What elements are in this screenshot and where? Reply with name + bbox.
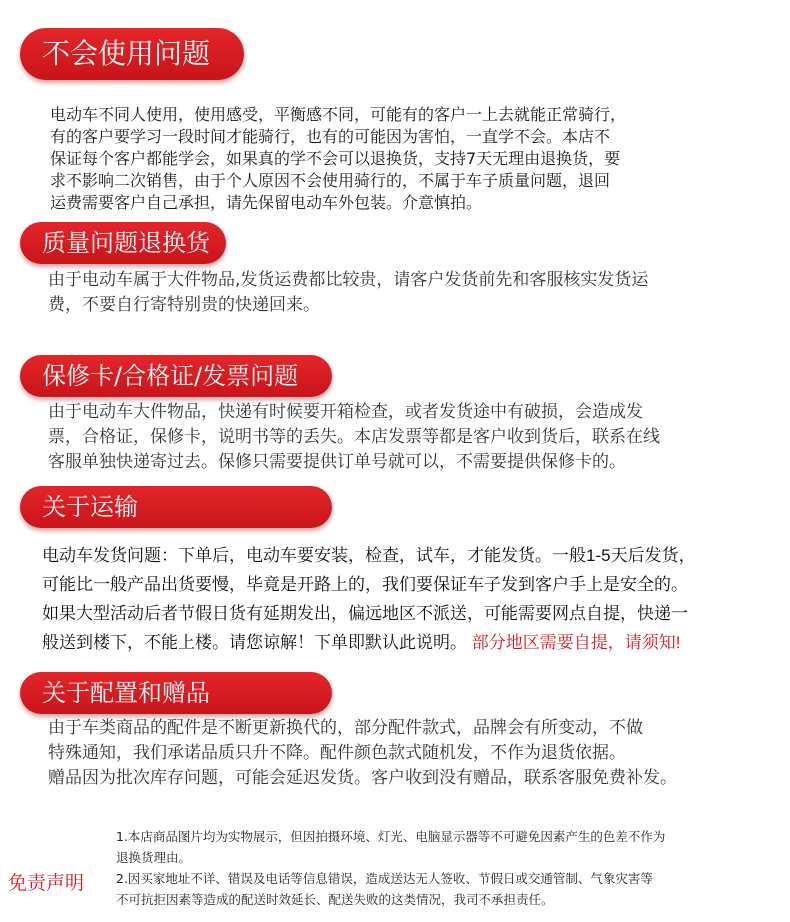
config-line: 由于车类商品的配件是不断更新换代的，部分配件款式，品牌会有所变动，不做 [48, 718, 643, 738]
section-title-usage: 不会使用问题 [20, 28, 244, 80]
usage-line: 电动车不同人使用，使用感受，平衡感不同，可能有的客户一上去就能正常骑行， [50, 105, 627, 124]
section-title-quality: 质量问题退换货 [20, 222, 226, 264]
shipping-highlight: 部分地区需要自提，请须知! [471, 633, 681, 652]
section-title-config: 关于配置和赠品 [20, 672, 332, 714]
shipping-line: 般送到楼下，不能上楼。请您谅解！下单即默认此说明。 [42, 633, 467, 652]
quality-line: 费，不要自行寄特别贵的快递回来。 [48, 295, 320, 315]
warranty-line: 票，合格证，保修卡，说明书等的丢失。本店发票等都是客户收到货后，联系在线 [48, 427, 660, 447]
section-title-shipping: 关于运输 [20, 486, 332, 528]
disclaimer-line: 1.本店商品图片均为实物展示，但因拍摄环境、灯光、电脑显示器等不可避免因素产生的色差不作为 [116, 829, 666, 844]
usage-paragraph [50, 104, 626, 214]
disclaimer-line: 退换货理由。 [116, 850, 192, 865]
disclaimer-line: 不可抗拒因素等造成的配送时效延长、配送失败的这类情况，我司不承担责任。 [116, 892, 554, 907]
quality-line: 由于电动车属于大件物品,发货运费都比较贵，请客户发货前先和客服核实发货运 [48, 270, 649, 290]
shipping-line-last [42, 628, 696, 657]
disclaimer-label: 免责声明 [8, 872, 85, 894]
config-paragraph [48, 716, 677, 791]
warranty-line: 客服单独快递寄过去。保修只需要提供订单号就可以，不需要提供保修卡的。 [48, 452, 626, 472]
warranty-paragraph [48, 400, 660, 475]
config-line: 赠品因为批次库存问题，可能会延迟发货。客户收到没有赠品，联系客服免费补发。 [48, 768, 677, 788]
disclaimer-line: 2.因买家地址不详、错误及电话等信息错误，造成送达无人签收、节假日或交通管制、气象灾害等 [116, 871, 653, 886]
shipping-line: 如果大型活动后者节假日货有延期发出，偏远地区不派送，可能需要网点自提，快递一 [42, 604, 688, 623]
quality-paragraph [48, 268, 648, 318]
config-line: 特殊通知，我们承诺品质只升不降。配件颜色款式随机发，不作为退货依据。 [48, 743, 626, 763]
shipping-line: 电动车发货问题：下单后，电动车要安装，检查，试车，才能发货。一般1-5天后发货， [42, 546, 696, 565]
usage-line: 有的客户要学习一段时间才能骑行，也有的可能因为害怕，一直学不会。本店不 [50, 127, 611, 146]
section-title-warranty: 保修卡/合格证/发票问题 [20, 355, 332, 397]
usage-line: 运费需要客户自己承担，请先保留电动车外包装。介意慎拍。 [50, 193, 483, 212]
disclaimer-notes [116, 826, 665, 910]
usage-line: 求不影响二次销售，由于个人原因不会使用骑行的，不属于车子质量问题，退回 [50, 171, 611, 190]
usage-line: 保证每个客户都能学会，如果真的学不会可以退换货，支持7天无理由退换货，要 [50, 149, 621, 168]
shipping-line: 可能比一般产品出货要慢，毕竟是开路上的，我们要保证车子发到客户手上是安全的。 [42, 575, 688, 594]
warranty-line: 由于电动车大件物品，快递有时候要开箱检查，或者发货途中有破损，会造成发 [48, 402, 643, 422]
shipping-paragraph [42, 541, 696, 657]
